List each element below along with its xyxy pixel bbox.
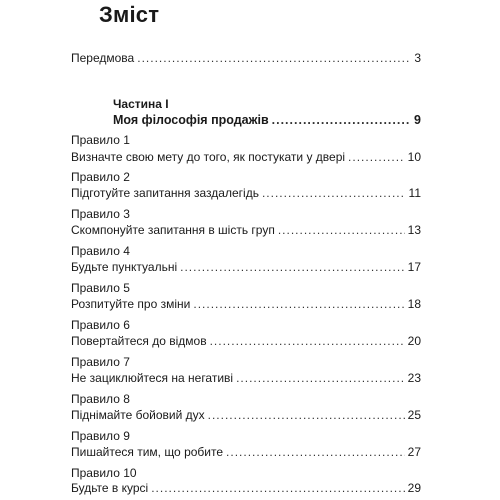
toc-entry-page: 25 (407, 408, 421, 422)
toc-entry-page: 11 (408, 186, 421, 200)
rule-label: Правило 10 (71, 466, 137, 480)
toc-entry-text: Розпитуйте про зміни (71, 297, 191, 311)
toc-entry-page: 10 (407, 150, 421, 164)
toc-entry-page: 27 (407, 445, 421, 459)
rule-label: Правило 3 (71, 207, 130, 221)
dot-leader (236, 371, 405, 385)
toc-entry-part[interactable] (113, 113, 421, 127)
toc-entry-page: 17 (407, 260, 421, 274)
rule-label: Правило 4 (71, 244, 130, 258)
toc-entry-rule[interactable] (71, 371, 421, 385)
toc-entry-page: 3 (414, 51, 421, 65)
toc-entry-text: Скомпонуйте запитання в шість груп (71, 223, 275, 237)
toc-entry-page: 13 (407, 223, 421, 237)
dot-leader (278, 223, 405, 237)
part-label: Частина I (113, 97, 169, 111)
rule-label: Правило 2 (71, 170, 130, 184)
toc-entry-text: Піднімайте бойовий дух (71, 408, 205, 422)
toc-entry-page: 23 (407, 371, 421, 385)
dot-leader (151, 481, 404, 495)
toc-entry-text: Пишайтеся тим, що робите (71, 445, 224, 459)
toc-entry-page: 18 (407, 297, 421, 311)
toc-entry-text: Будьте пунктуальні (71, 260, 178, 274)
dot-leader (262, 186, 406, 200)
toc-entry-page: 9 (414, 113, 421, 127)
toc-entry-rule[interactable] (71, 260, 421, 274)
dot-leader (348, 150, 405, 164)
dot-leader (210, 334, 405, 348)
toc-entry-rule[interactable] (71, 223, 421, 237)
toc-entry-rule[interactable] (71, 186, 421, 200)
rule-label: Правило 8 (71, 392, 130, 406)
page-title: Зміст (99, 2, 160, 27)
toc-entry-text: Будьте в курсі (71, 481, 149, 495)
toc-entry-page: 29 (407, 481, 421, 495)
toc-entry-preface[interactable] (71, 51, 421, 65)
dot-leader (180, 260, 405, 274)
dot-leader (226, 445, 405, 459)
dot-leader (193, 297, 404, 311)
rule-label: Правило 9 (71, 429, 130, 443)
rule-label: Правило 1 (71, 133, 130, 147)
toc-entry-text: Визначте свою мету до того, як постукати у двері (71, 150, 346, 164)
toc-entry-rule[interactable] (71, 408, 421, 422)
rule-label: Правило 7 (71, 355, 130, 369)
toc-entry-rule[interactable] (71, 334, 421, 348)
dot-leader (272, 113, 411, 127)
toc-entry-text: Передмова (71, 51, 135, 65)
toc-entry-rule[interactable] (71, 150, 421, 164)
toc-entry-text: Моя філософія продажів (113, 113, 269, 127)
toc-entry-rule[interactable] (71, 445, 421, 459)
toc-entry-page: 20 (407, 334, 421, 348)
toc-entry-text: Не зациклюйтеся на негативі (71, 371, 234, 385)
rule-label: Правило 6 (71, 318, 130, 332)
toc-entry-rule[interactable] (71, 297, 421, 311)
toc-entry-text: Підготуйте запитання заздалегідь (71, 186, 259, 200)
toc-entry-text: Повертайтеся до відмов (71, 334, 207, 348)
dot-leader (208, 408, 405, 422)
toc-entry-rule[interactable] (71, 481, 421, 495)
dot-leader (137, 51, 411, 65)
rule-label: Правило 5 (71, 281, 130, 295)
